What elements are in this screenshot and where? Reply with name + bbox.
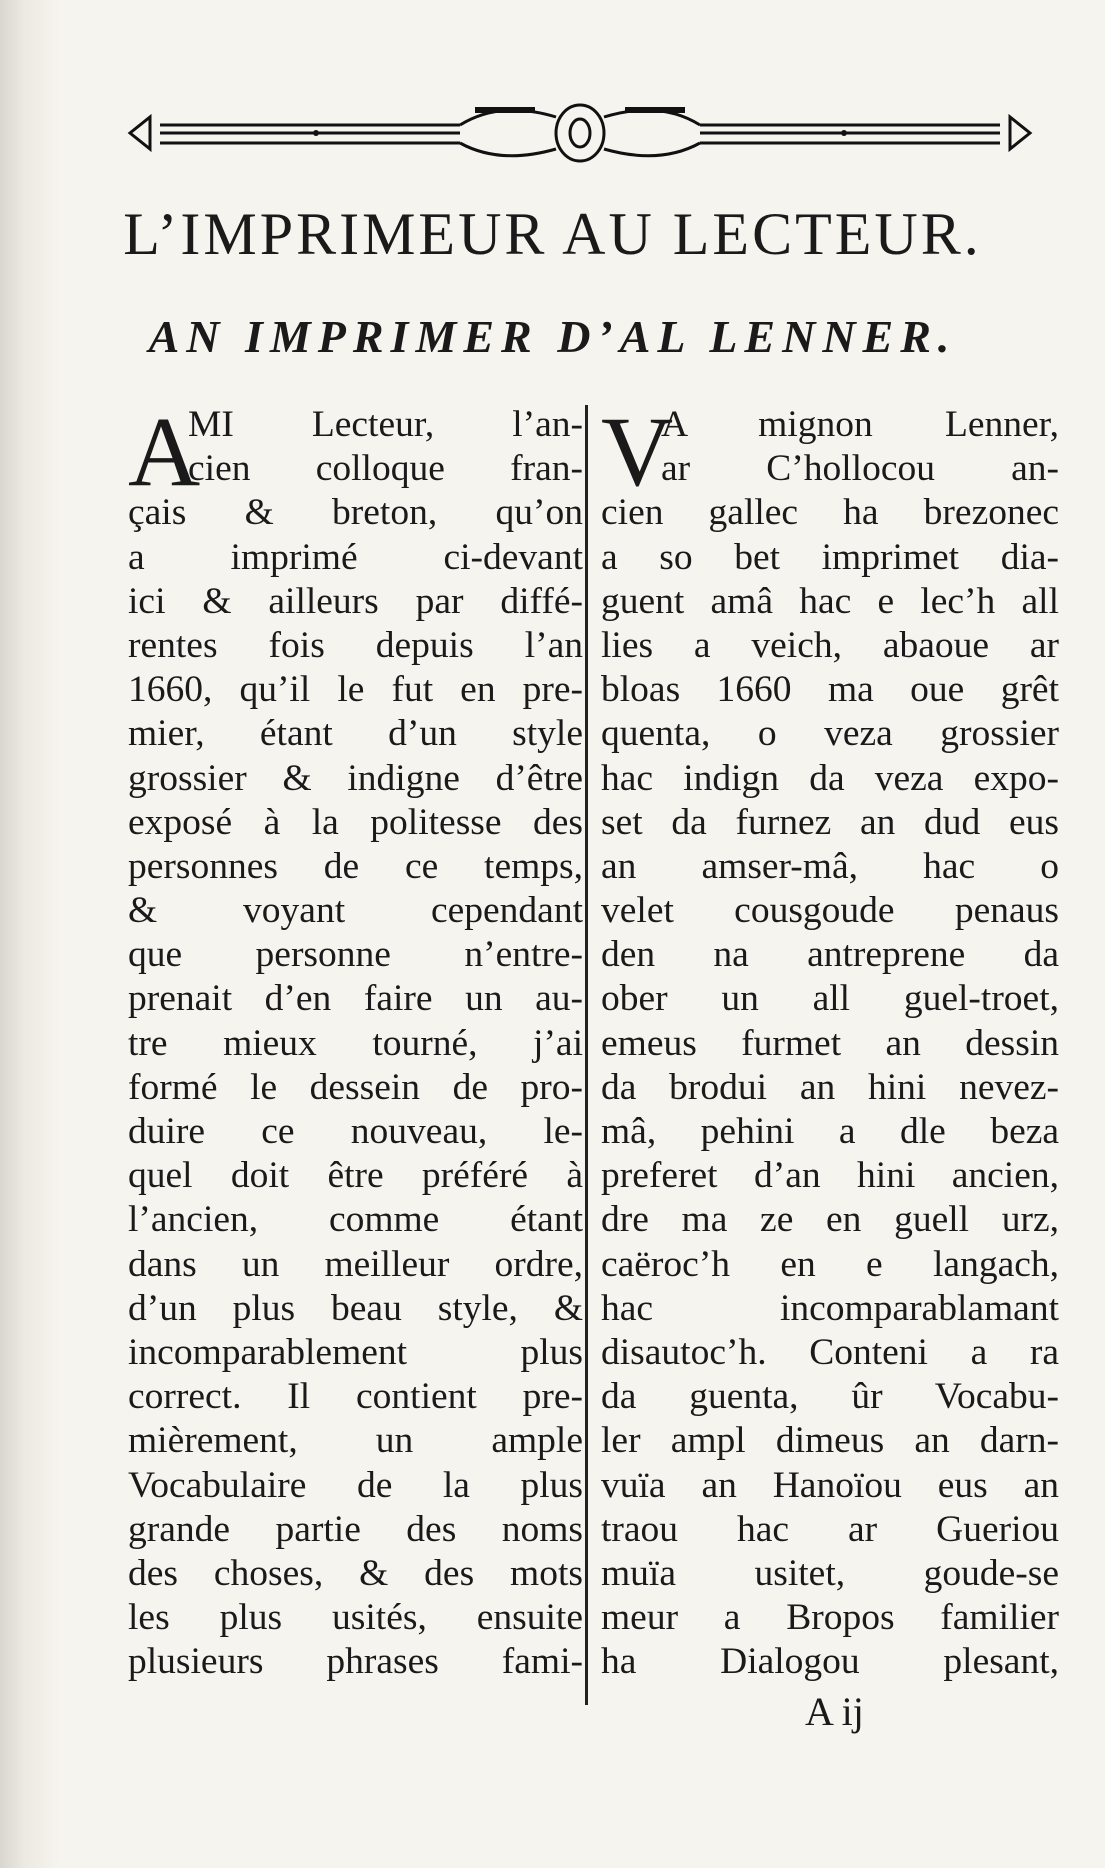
page-edge-shadow xyxy=(0,0,60,1868)
breton-line: mâ, pehini a dle beza xyxy=(601,1111,1059,1152)
breton-line: preferet d’an hini ancien, xyxy=(601,1155,1059,1197)
french-line: l’ancien, comme étant xyxy=(128,1199,583,1241)
french-line: mièrement, un ample xyxy=(128,1420,583,1462)
french-line: çais & breton, qu’on xyxy=(128,492,583,534)
french-line: des choses, & des mots xyxy=(128,1552,583,1594)
breton-line: bloas 1660 ma oue grêt xyxy=(601,669,1059,711)
french-line: MI Lecteur, l’an- xyxy=(188,404,583,445)
breton-line: vuïa an Hanoïou eus an xyxy=(601,1464,1059,1506)
page-subtitle: AN IMPRIMER D’AL LENNER. xyxy=(148,311,957,362)
breton-line: den na antreprene da xyxy=(601,934,1059,976)
breton-line: dre ma ze en guell urz, xyxy=(601,1199,1059,1241)
breton-line: caëroc’h en e langach, xyxy=(601,1243,1059,1285)
french-line: formé le dessein de pro- xyxy=(128,1066,583,1108)
french-line: grossier & indigne d’être xyxy=(128,757,583,799)
french-line: exposé à la politesse des xyxy=(128,801,583,843)
french-line: personnes de ce temps, xyxy=(128,845,583,887)
breton-line: traou hac ar Gueriou xyxy=(601,1508,1059,1550)
breton-line: emeus furmet an dessin xyxy=(601,1022,1059,1064)
french-line: 1660, qu’il le fut en pre- xyxy=(128,669,583,711)
french-line: ici & ailleurs par diffé- xyxy=(128,580,583,622)
french-line: rentes fois depuis l’an xyxy=(128,624,583,666)
breton-line: disautoc’h. Conteni a ra xyxy=(601,1331,1059,1373)
breton-line: ha Dialogou plesant, xyxy=(601,1641,1059,1683)
french-line: grande partie des noms xyxy=(128,1508,583,1550)
breton-line: muïa usitet, goude-se xyxy=(601,1552,1059,1594)
french-line: mier, étant d’un style xyxy=(128,713,583,755)
breton-line: hac indign da veza expo- xyxy=(601,757,1059,799)
breton-line: guent amâ hac e lec’h all xyxy=(601,580,1059,622)
breton-line: da guenta, ûr Vocabu- xyxy=(601,1376,1059,1418)
breton-line: da brodui an hini nevez- xyxy=(601,1066,1059,1108)
breton-drop-cap: V xyxy=(601,396,674,507)
breton-line: meur a Bropos familier xyxy=(601,1597,1059,1639)
french-line: duire ce nouveau, le- xyxy=(128,1111,583,1152)
french-line: prenait d’en faire un au- xyxy=(128,978,583,1020)
french-line: incomparablement plus xyxy=(128,1331,583,1373)
page-signature: A ij xyxy=(805,1689,864,1734)
breton-line: velet cousgoude penaus xyxy=(601,890,1059,932)
french-line: cien colloque fran- xyxy=(188,448,583,490)
ornament-headband xyxy=(120,95,1040,175)
breton-line: a so bet imprimet dia- xyxy=(601,536,1059,578)
french-line: a imprimé ci-devant xyxy=(128,536,583,578)
page-title: L’IMPRIMEUR AU LECTEUR. xyxy=(123,201,982,267)
breton-line: set da furnez an dud eus xyxy=(601,801,1059,843)
french-line: d’un plus beau style, & xyxy=(128,1287,583,1329)
french-line: plusieurs phrases fami- xyxy=(128,1641,583,1683)
french-drop-cap: A xyxy=(128,396,201,507)
french-line: tre mieux tourné, j’ai xyxy=(128,1022,583,1064)
french-line: les plus usités, ensuite xyxy=(128,1597,583,1639)
column-divider xyxy=(585,405,588,1705)
breton-line: lies a veich, abaoue ar xyxy=(601,624,1059,666)
breton-line: hac incomparablamant xyxy=(601,1287,1059,1329)
breton-line: ober un all guel-troet, xyxy=(601,978,1059,1020)
breton-line: quenta, o veza grossier xyxy=(601,713,1059,755)
breton-line: an amser-mâ, hac o xyxy=(601,845,1059,887)
breton-line: ler ampl dimeus an darn- xyxy=(601,1420,1059,1462)
french-column xyxy=(128,396,583,1684)
breton-column xyxy=(601,396,1059,1684)
french-line: dans un meilleur ordre, xyxy=(128,1243,583,1285)
breton-line: A mignon Lenner, xyxy=(661,404,1059,445)
breton-line: cien gallec ha brezonec xyxy=(601,492,1059,534)
french-line: Vocabulaire de la plus xyxy=(128,1464,583,1506)
french-line: que personne n’entre- xyxy=(128,934,583,976)
french-line: quel doit être préféré à xyxy=(128,1155,583,1197)
french-line: correct. Il contient pre- xyxy=(128,1376,583,1418)
breton-line: ar C’hollocou an- xyxy=(661,448,1059,490)
french-line: & voyant cependant xyxy=(128,890,583,932)
